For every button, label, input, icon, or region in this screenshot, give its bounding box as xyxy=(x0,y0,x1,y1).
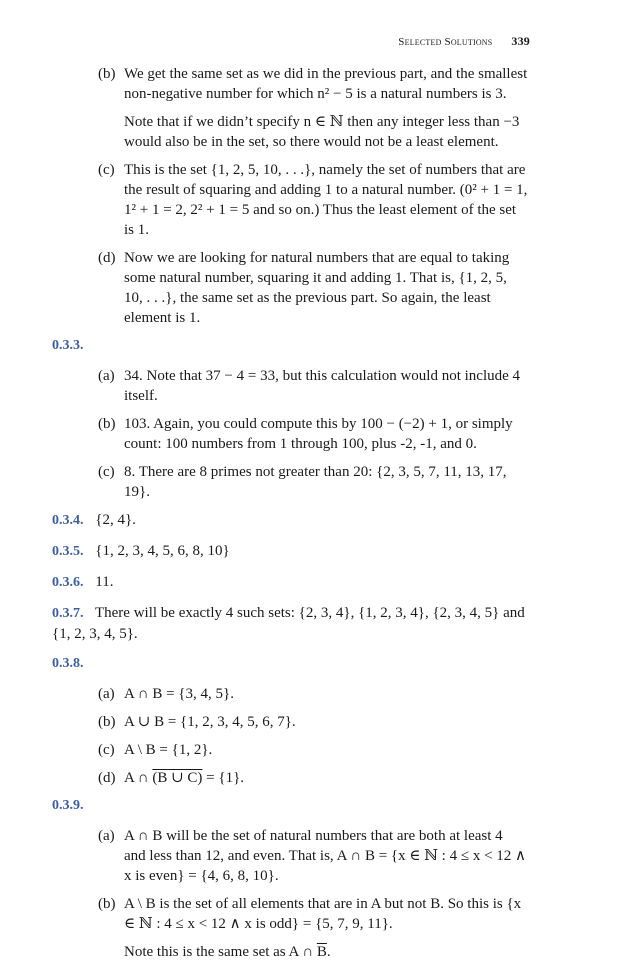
part-text: We get the same set as we did in the previous part, and the smallest non-negative number for which n² − 5 is a natural numbers is 3. xyxy=(124,66,528,102)
part-label: (b) xyxy=(98,416,116,432)
running-head xyxy=(398,34,530,49)
part-label: (d) xyxy=(98,770,116,786)
part-text: Now we are looking for natural numbers that are equal to taking some natural number, squaring it and adding 1. That is, {1, 2, 5, 10, . . .}, the same set as the previous part. So again, the least element is 1. xyxy=(124,250,510,326)
part-label: (b) xyxy=(98,896,116,912)
expr-post: = {1}. xyxy=(202,770,245,786)
solution-text: 11. xyxy=(95,574,114,590)
complement-expr: (B ∪ C) xyxy=(152,770,203,786)
exercise-heading: 0.3.4. xyxy=(52,513,84,528)
part-text: A \ B is the set of all elements that are in A but not B. So this is {x ∈ ℕ : 4 ≤ x < 12 ∧ x is odd} = {5, 7, 9, 11}. xyxy=(124,896,522,932)
exercise-heading: 0.3.6. xyxy=(52,575,84,590)
part-note xyxy=(124,942,528,962)
part-text: 8. There are 8 primes not greater than 20: {2, 3, 5, 7, 11, 13, 17, 19}. xyxy=(124,464,507,500)
part-label: (a) xyxy=(98,828,115,844)
solution-text: {1, 2, 3, 4, 5, 6, 8, 10} xyxy=(95,543,230,559)
part-text: A ∩ B will be the set of natural numbers that are both at least 4 and less than 12, and even. That is, A ∩ B = {x ∈ ℕ : 4 ≤ x < 12 ∧ x is even} = {4, 6, 8, 10}. xyxy=(124,828,527,884)
part-label: (c) xyxy=(98,162,115,178)
solution-text: {2, 4}. xyxy=(95,512,136,528)
solution-0-3-4 xyxy=(52,510,528,531)
part-text: A \ B = {1, 2}. xyxy=(124,742,213,758)
solution-0-3-5 xyxy=(52,541,528,562)
solution-0-3-8-a xyxy=(88,684,528,704)
page-number: 339 xyxy=(511,34,530,48)
exercise-heading: 0.3.5. xyxy=(52,544,84,559)
part-label: (c) xyxy=(98,742,115,758)
solution-part-d xyxy=(88,248,528,328)
solution-0-3-6 xyxy=(52,572,528,593)
solution-0-3-3-b xyxy=(88,414,528,454)
section-title: Selected Solutions xyxy=(398,36,493,48)
solution-0-3-9-a xyxy=(88,826,528,886)
exercise-heading: 0.3.7. xyxy=(52,606,84,621)
solution-0-3-8-c xyxy=(88,740,528,760)
exercise-heading-0-3-3: 0.3.3. xyxy=(52,338,84,353)
note-post: . xyxy=(326,944,331,960)
part-text xyxy=(124,768,528,788)
part-label: (a) xyxy=(98,368,115,384)
part-label: (d) xyxy=(98,250,116,266)
part-text: This is the set {1, 2, 5, 10, . . .}, namely the set of numbers that are the result of squaring and adding 1 to a natural number. (0² + 1 = 1, 1² + 1 = 2, 2² + 1 = 5 and so on.) Thus the least element of the set is 1. xyxy=(124,162,528,238)
solution-0-3-3-c xyxy=(88,462,528,502)
part-label: (c) xyxy=(98,464,115,480)
part-text: 103. Again, you could compute this by 100 − (−2) + 1, or simply count: 100 numbers from 1 through 100, plus -2, -1, and 0. xyxy=(124,416,513,452)
solution-0-3-8-d xyxy=(88,768,528,788)
solution-part-c xyxy=(88,160,528,240)
solution-0-3-3-a xyxy=(88,366,528,406)
exercise-heading-0-3-8: 0.3.8. xyxy=(52,656,84,671)
solutions-body xyxy=(52,64,528,970)
note-pre: Note this is the same set as A ∩ xyxy=(124,944,317,960)
expr-pre: A ∩ xyxy=(124,770,153,786)
solution-text: There will be exactly 4 such sets: {2, 3, 4}, {1, 2, 3, 4}, {2, 3, 4, 5} and {1, 2, 3, 4, 5}. xyxy=(52,605,525,642)
part-label: (b) xyxy=(98,66,116,82)
solution-0-3-7 xyxy=(52,603,528,644)
solution-0-3-8-b xyxy=(88,712,528,732)
solution-part-b xyxy=(88,64,528,152)
part-label: (a) xyxy=(98,686,115,702)
complement-B: $\overline{B}$ xyxy=(316,944,327,960)
part-text: A ∩ B = {3, 4, 5}. xyxy=(124,686,234,702)
exercise-heading-0-3-9: 0.3.9. xyxy=(52,798,84,813)
part-text: A ∪ B = {1, 2, 3, 4, 5, 6, 7}. xyxy=(124,714,296,730)
part-label: (b) xyxy=(98,714,116,730)
solution-0-3-9-b xyxy=(88,894,528,962)
part-note: Note that if we didn’t specify n ∈ ℕ then any integer less than −3 would also be in the set, so there would not be a least element. xyxy=(124,114,520,150)
part-text: 34. Note that 37 − 4 = 33, but this calculation would not include 4 itself. xyxy=(124,368,521,404)
